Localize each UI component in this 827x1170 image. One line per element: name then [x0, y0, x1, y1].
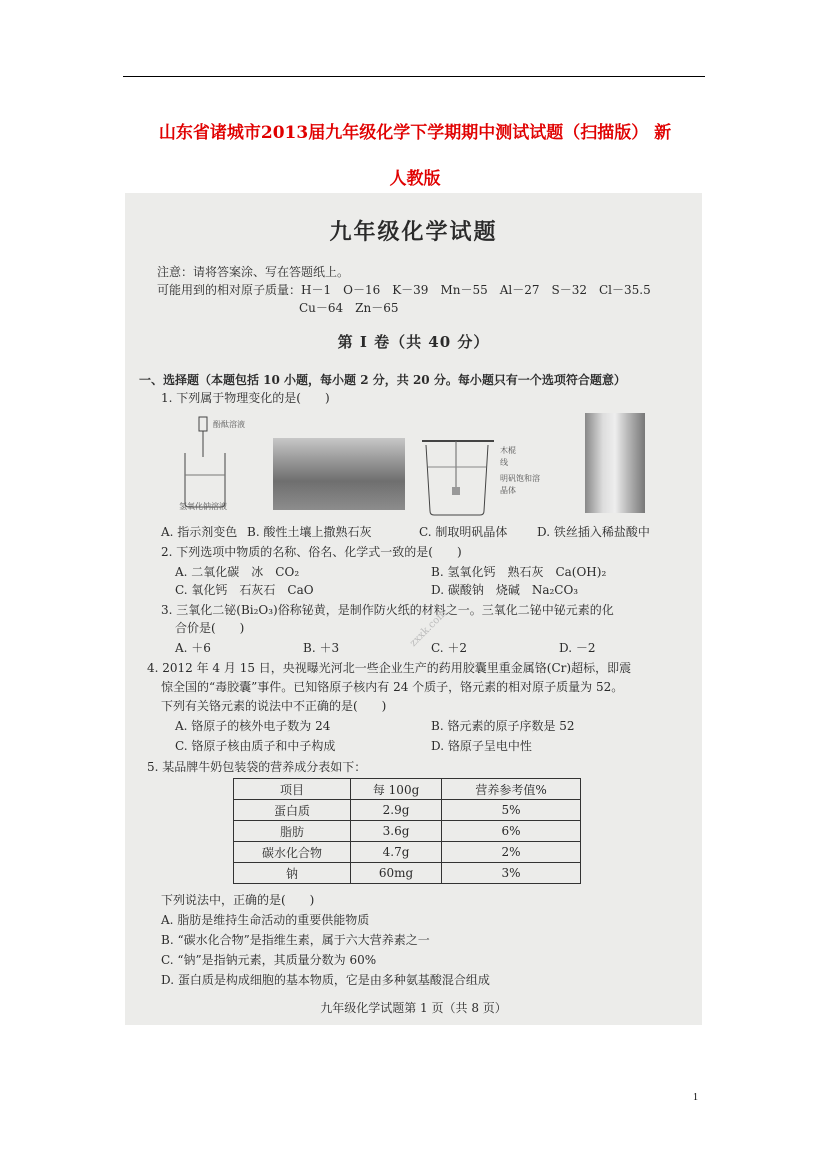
table-header-cell: 项目	[234, 779, 351, 800]
table-cell: 3%	[442, 863, 581, 884]
question-5-option-b: B. “碳水化合物”是指维生素，属于六大营养素之一	[161, 933, 430, 947]
question-3-option-a: A. ＋6	[175, 641, 211, 655]
question-4-option-c: C. 铬原子核由质子和中子构成	[175, 739, 336, 753]
table-header-cell: 每 100g	[351, 779, 442, 800]
nutrition-table	[233, 778, 581, 884]
fig-a-top-label: 酚酞溶液	[213, 420, 245, 429]
question-4-stem-1: 4. 2012 年 4 月 15 日，央视曝光河北一些企业生产的药用胶囊里重金属铬(Cr)超标，即震	[147, 661, 632, 675]
table-cell: 蛋白质	[234, 800, 351, 821]
question-3-stem-2: 合价是( )	[175, 621, 245, 635]
question-3-option-c: C. ＋2	[431, 641, 468, 655]
fig-c-label-2: 线	[500, 458, 508, 467]
figure-d-photo	[585, 413, 645, 513]
fig-c-label-3: 明矾饱和溶	[500, 474, 540, 483]
question-1-option-a: A. 指示剂变色	[161, 525, 238, 539]
atomic-masses-line1: 可能用到的相对原子质量：H－1 O－16 K－39 Mn－55 Al－27 S－32 Cl－35.5	[157, 283, 651, 297]
table-cell: 2%	[442, 842, 581, 863]
table-row	[234, 821, 581, 842]
page-number: 1	[693, 1092, 698, 1103]
question-2-option-b: B. 氢氧化钙 熟石灰 Ca(OH)₂	[431, 565, 607, 579]
question-4-option-a: A. 铬原子的核外电子数为 24	[175, 719, 331, 733]
question-3-stem-1: 3. 三氧化二铋(Bi₂O₃)俗称铋黄，是制作防火纸的材料之一。三氧化二铋中铋元素的化	[161, 603, 614, 617]
exam-note: 注意：请将答案涂、写在答题纸上。	[157, 265, 350, 279]
part-title: 第 I 卷（共 40 分）	[337, 333, 490, 351]
document-title-line2: 人教版	[389, 169, 441, 189]
atomic-masses-line2: Cu－64 Zn－65	[299, 301, 399, 315]
table-cell: 3.6g	[351, 821, 442, 842]
question-4-option-b: B. 铬元素的原子序数是 52	[431, 719, 575, 733]
figure-c-crystal	[420, 431, 560, 521]
paper-title: 九年级化学试题	[329, 219, 498, 245]
document-title-line1: 山东省诸城市2013届九年级化学下学期期中测试试题（扫描版） 新	[158, 123, 672, 143]
question-4-option-d: D. 铬原子呈电中性	[431, 739, 532, 753]
table-row	[234, 800, 581, 821]
section-title: 一、选择题（本题包括 10 小题，每小题 2 分，共 20 分。每小题只有一个选项符合题意）	[139, 373, 626, 387]
question-3-option-b: B. ＋3	[303, 641, 340, 655]
table-cell: 5%	[442, 800, 581, 821]
table-header-row	[234, 779, 581, 800]
question-5-stem: 5. 某品牌牛奶包装袋的营养成分表如下：	[147, 760, 367, 774]
question-2-stem: 2. 下列选项中物质的名称、俗名、化学式一致的是( )	[161, 545, 462, 559]
document-title	[110, 110, 720, 202]
table-header-cell: 营养参考值%	[442, 779, 581, 800]
table-cell: 2.9g	[351, 800, 442, 821]
table-cell: 碳水化合物	[234, 842, 351, 863]
question-1-stem: 1. 下列属于物理变化的是( )	[161, 391, 330, 405]
question-4-stem-3: 下列有关铬元素的说法中不正确的是( )	[161, 699, 387, 713]
question-5-option-c: C. “钠”是指钠元素，其质量分数为 60%	[161, 953, 377, 967]
question-2-option-d: D. 碳酸钠 烧碱 Na₂CO₃	[431, 583, 579, 597]
table-cell: 钠	[234, 863, 351, 884]
question-5-option-a: A. 脂肪是维持生命活动的重要供能物质	[161, 913, 370, 927]
question-4-stem-2: 惊全国的“毒胶囊”事件。已知铬原子核内有 24 个质子，铬元素的相对原子质量为 52。	[161, 680, 624, 694]
question-2-option-c: C. 氧化钙 石灰石 CaO	[175, 583, 314, 597]
figure-a-indicator	[165, 413, 265, 513]
question-1-option-c: C. 制取明矾晶体	[419, 525, 508, 539]
question-5-option-d: D. 蛋白质是构成细胞的基本物质，它是由多种氨基酸混合组成	[161, 973, 490, 987]
question-5-after: 下列说法中，正确的是( )	[161, 893, 315, 907]
watermark-text: zxxk.com	[407, 608, 449, 649]
question-1-option-d: D. 铁丝插入稀盐酸中	[537, 525, 650, 539]
figure-b-photo	[273, 438, 405, 510]
fig-a-bottom-label: 氢氧化钠溶液	[179, 502, 227, 511]
scan-page-footer: 九年级化学试题第 1 页（共 8 页）	[320, 1001, 507, 1015]
table-cell: 6%	[442, 821, 581, 842]
fig-c-label-4: 晶体	[500, 486, 516, 495]
question-2-option-a: A. 二氧化碳 冰 CO₂	[175, 565, 300, 579]
table-cell: 60mg	[351, 863, 442, 884]
header-rule	[123, 76, 705, 77]
table-row	[234, 842, 581, 863]
scanned-exam-page	[125, 193, 702, 1025]
table-row	[234, 863, 581, 884]
fig-c-label-1: 木棍	[500, 446, 516, 455]
table-cell: 脂肪	[234, 821, 351, 842]
table-cell: 4.7g	[351, 842, 442, 863]
question-1-option-b: B. 酸性土壤上撒熟石灰	[247, 525, 372, 539]
question-3-option-d: D. －2	[559, 641, 596, 655]
